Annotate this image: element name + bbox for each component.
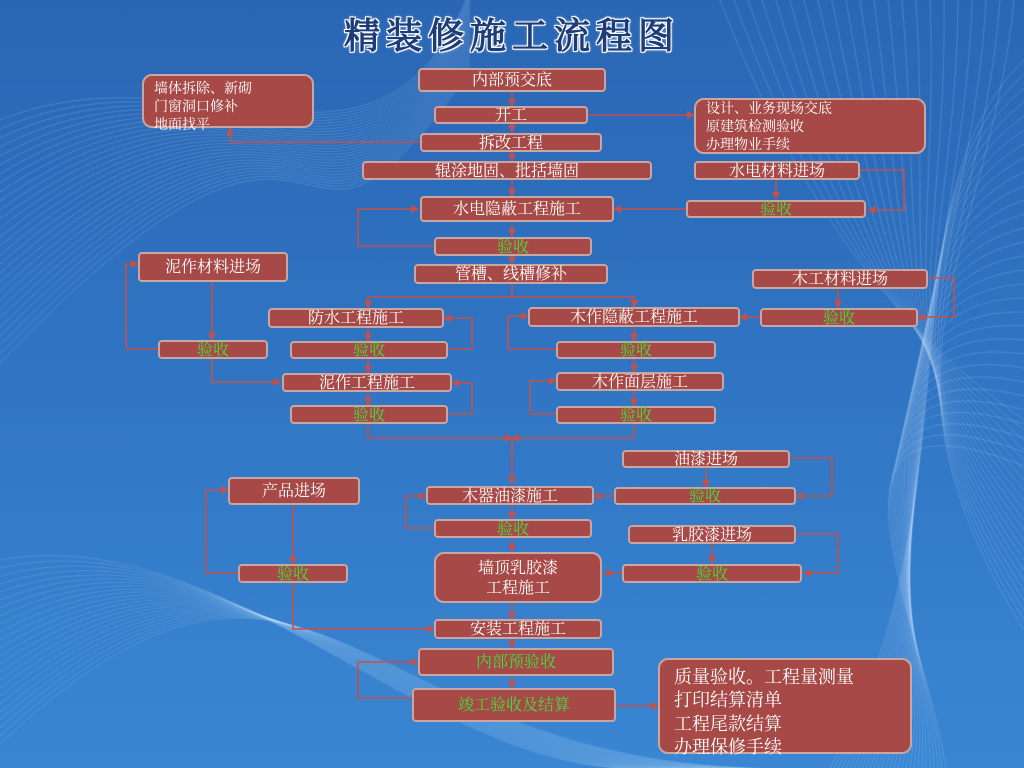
node-shuidian-ys: 验收	[686, 200, 866, 218]
arrow-youqi-jc-loop	[790, 458, 832, 496]
node-nizuo-jc: 泥作材料进场	[138, 252, 288, 282]
node-chanpin-jc: 产品进场	[228, 477, 360, 505]
node-anzhuang: 安装工程施工	[434, 619, 602, 639]
node-muzuo-yinbi: 木作隐蔽工程施工	[528, 307, 740, 327]
node-muqi-ys: 验收	[434, 519, 592, 538]
node-kaigong: 开工	[434, 106, 588, 124]
node-chanpin-ys: 验收	[238, 564, 348, 583]
node-youqi-jc: 油漆进场	[622, 450, 790, 468]
note-line: 打印结算清单	[674, 690, 782, 712]
note-line: 墙体拆除、新砌	[154, 81, 252, 97]
node-neibu-yys: 内部预验收	[418, 648, 614, 676]
arrow-right-col-merge	[512, 424, 634, 438]
node-guancao: 管槽、线槽修补	[414, 264, 608, 284]
node-qiangding-line1: 墙顶乳胶漆	[477, 558, 558, 578]
note-line: 工程尾款结算	[674, 713, 782, 735]
node-muzuo-mian: 木作面层施工	[556, 372, 724, 391]
node-rujiao-ys: 验收	[622, 564, 802, 583]
page-title: 精装修施工流程图	[343, 15, 680, 57]
arrow-jungong-loop	[358, 662, 418, 698]
node-rujiao-jc: 乳胶漆进场	[628, 525, 796, 544]
note-zhiliang	[658, 658, 912, 759]
node-shuidian-yinbi: 水电隐蔽工程施工	[420, 196, 614, 222]
arrow-mian-loop	[530, 381, 556, 414]
node-youqi-ys: 验收	[614, 487, 796, 505]
note-line: 原建筑检测验收	[706, 119, 804, 136]
node-mugong-ys: 验收	[760, 308, 918, 327]
node-qiangding	[434, 552, 602, 603]
node-muzuo-mian-ys: 验收	[556, 406, 716, 424]
note-line: 办理物业手续	[706, 137, 790, 154]
node-neibu-jiaodi: 内部预交底	[418, 68, 606, 92]
node-guntu: 辊涂地固、批括墙固	[362, 161, 652, 180]
node-nizuo-ys: 验收	[158, 340, 268, 359]
arrow-rujiao-jc-loop	[796, 534, 838, 573]
note-line: 门窗洞口修补	[154, 99, 238, 116]
node-muqi-youqi: 木器油漆施工	[426, 486, 594, 505]
node-qiangding-line2: 工程施工	[485, 577, 550, 597]
note-line: 办理保修手续	[674, 737, 782, 759]
node-fangshui-ys: 验收	[290, 341, 448, 359]
arrow-fangshui-loop	[444, 318, 472, 349]
note-chaichu	[142, 74, 314, 134]
node-ys1: 验收	[434, 237, 592, 256]
node-mugong-jc: 木工材料进场	[752, 269, 928, 289]
note-sheji	[694, 98, 926, 154]
arrow-split-left	[368, 284, 512, 308]
node-chaigai: 拆改工程	[420, 133, 602, 152]
node-fangshui: 防水工程施工	[268, 308, 444, 328]
node-nizuo-sg: 泥作工程施工	[282, 373, 452, 392]
node-nizuo-sg-ys: 验收	[290, 405, 448, 424]
arrow-shuidian-jc-loop	[860, 170, 904, 210]
node-shuidian-jc: 水电材料进场	[694, 161, 860, 180]
arrow-nizuo-ys-sg	[212, 359, 280, 382]
node-muzuo-yinbi-ys: 验收	[556, 341, 716, 359]
node-jungong: 竣工验收及结算	[412, 688, 616, 722]
note-line: 设计、业务现场交底	[706, 101, 832, 117]
arrow-chanpin-ys-anzhuang	[293, 583, 434, 629]
note-line: 质量验收。工程量测量	[674, 667, 854, 688]
arrow-split-right	[512, 297, 634, 307]
arrow-left-col-merge	[368, 424, 512, 438]
note-line: 地面找平	[154, 117, 210, 134]
